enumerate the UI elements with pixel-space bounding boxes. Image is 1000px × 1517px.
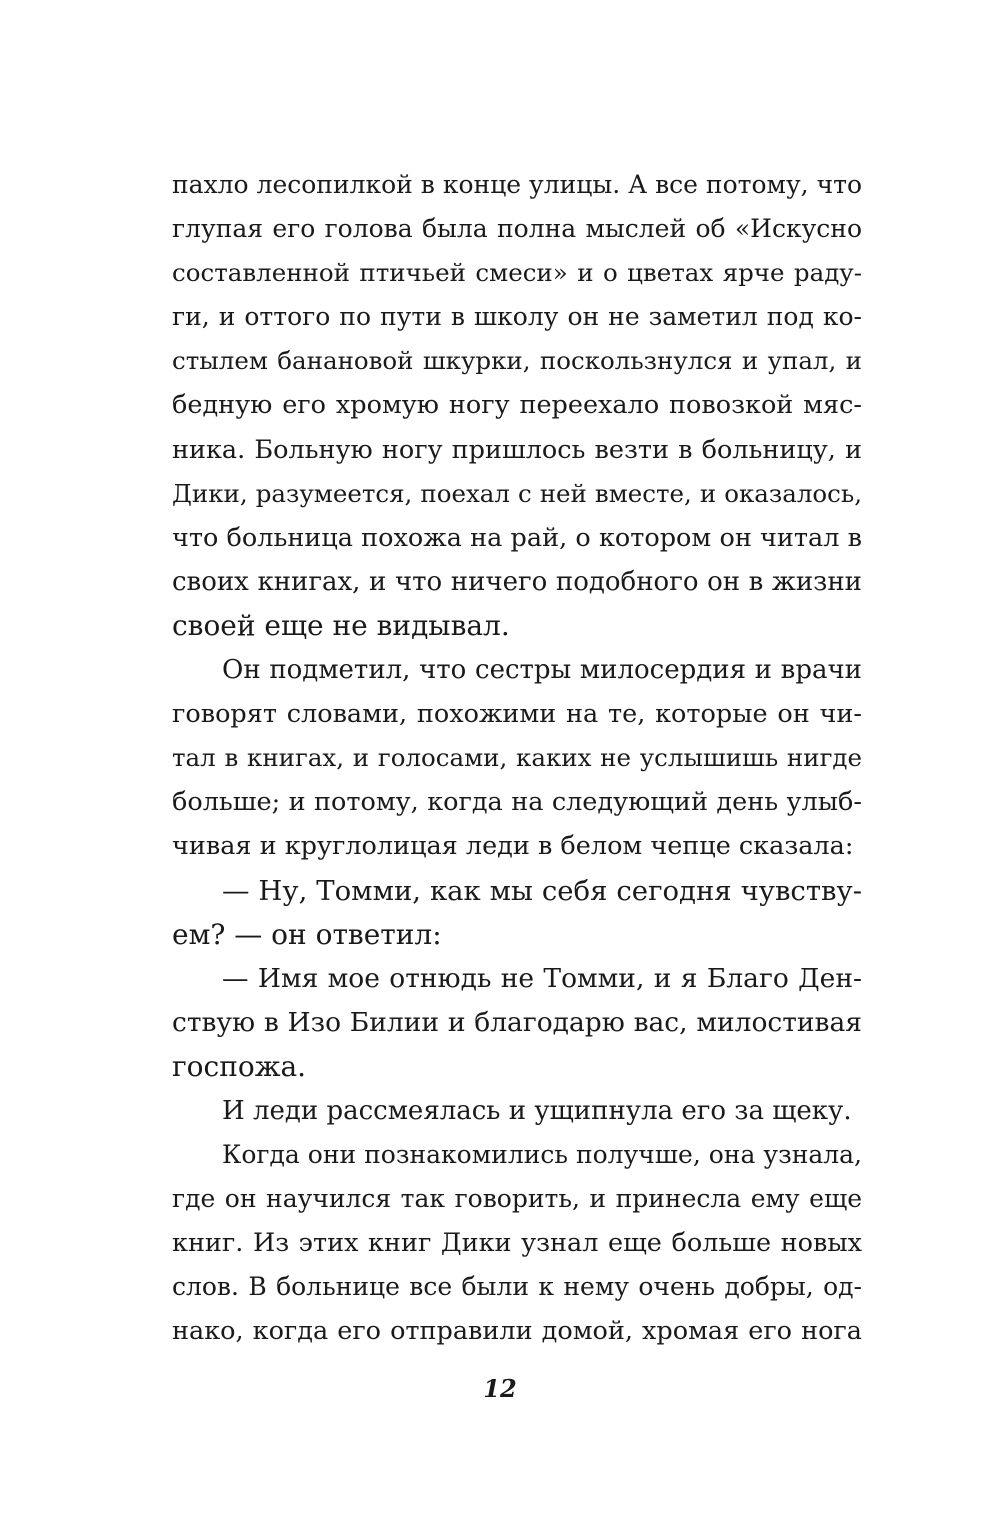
text-line: своих книгах, и что ничего подобного он в жизни — [172, 566, 862, 597]
text-line: — Имя мое отнюдь не Томми, и я Благо Ден- — [222, 962, 862, 994]
page-number: 12 — [483, 1374, 517, 1403]
text-line: — Ну, Томми, как мы себя сегодня чувству- — [222, 874, 862, 907]
text-line: нако, когда его отправили домой, хромая его нога — [172, 1316, 862, 1347]
text-line: больше; и потому, когда на следующий день улыб- — [172, 787, 862, 818]
text-line: слов. В больнице все были к нему очень добры, од- — [172, 1272, 862, 1302]
text-line: говорят словами, похожими на те, которые он чи- — [172, 699, 862, 730]
text-line: ги, и оттого по пути в школу он не заметил под ко- — [172, 302, 862, 332]
text-line: где он научился так говорить, и принесла ему еще — [172, 1184, 862, 1214]
text-line: ствую в Изо Билии и благодарю вас, милостивая — [172, 1006, 862, 1038]
text-line: Дики, разумеется, поехал с ней вместе, и оказалось, — [172, 478, 862, 508]
text-line: И леди рассмеялась и ущипнула его за щеку. — [222, 1095, 852, 1126]
body-text — [172, 163, 862, 1354]
text-line: Он подметил, что сестры милосердия и врачи — [222, 655, 862, 686]
text-line: бедную его хромую ногу переехало повозкой мяс- — [172, 390, 862, 421]
text-line: что больница похожа на рай, о котором он читал в — [172, 522, 862, 553]
text-line: чивая и круглолицая леди в белом чепце сказала: — [172, 831, 854, 862]
text-line: стылем банановой шкурки, поскользнулся и упал, и — [172, 346, 862, 376]
text-line: составленной птичьей смеси» и о цветах ярче раду- — [172, 258, 862, 288]
text-line: ем? — он ответил: — [172, 917, 442, 951]
text-line: своей еще не видывал. — [172, 608, 510, 642]
text-line: тал в книгах, и голосами, каких не услышишь нигде — [172, 743, 862, 773]
text-line: пахло лесопилкой в конце улицы. А все потому, что — [172, 170, 862, 199]
text-line: госпожа. — [172, 1049, 307, 1083]
text-line: ника. Больную ногу пришлось везти в больницу, и — [172, 434, 862, 465]
text-line: книг. Из этих книг Дики узнал еще больше новых — [172, 1228, 862, 1259]
text-line: Когда они познакомились получше, она узнала, — [222, 1140, 862, 1170]
text-line: глупая его голова была полна мыслей об «Искусно — [172, 214, 862, 244]
